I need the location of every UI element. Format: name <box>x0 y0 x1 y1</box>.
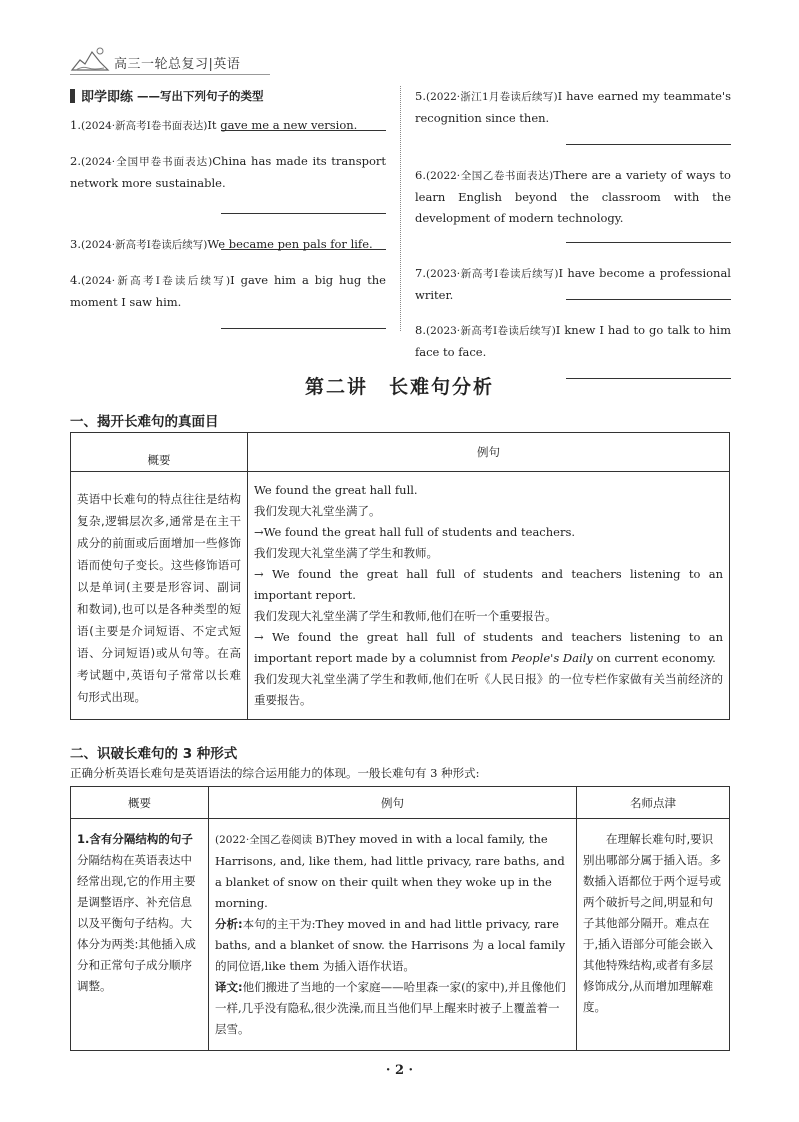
example-cn-4: 我们发现大礼堂坐满了学生和教师,他们在听《人民日报》的一位专栏作家做有关当前经济的重要报告。 <box>254 672 723 707</box>
item-number: 6. <box>415 168 426 182</box>
example-cn-1: 我们发现大礼堂坐满了。 <box>254 504 381 518</box>
item-text: There are a variety of ways to learn English beyond the classroom with the development of modern technology. <box>415 168 731 225</box>
item-text: We became pen pals for life. <box>207 237 373 251</box>
exercise-heading-label: 即学即练 <box>81 90 134 105</box>
answer-blank-7[interactable] <box>566 298 731 300</box>
column-divider <box>400 86 401 331</box>
translation-label: 译文: <box>215 980 243 994</box>
item-number: 8. <box>415 323 426 337</box>
header-rule <box>70 74 270 75</box>
summary-cell <box>71 472 248 720</box>
summary-title: 1.含有分隔结构的句子 <box>77 832 193 846</box>
item-source: (2022·浙江1月卷读后续写) <box>425 91 558 103</box>
answer-blank-2[interactable] <box>221 212 386 214</box>
exercise-item-7 <box>415 263 731 300</box>
item-source: (2023·新高考Ⅰ卷读后续写) <box>425 325 556 337</box>
table-header-row <box>71 787 730 819</box>
exercise-heading <box>70 86 386 105</box>
analysis-text: 本句的主干为:They moved in and had little privacy, rare baths, and a blanket of snow. the Harrisons 为 a local family 的同位语,like them 为插入语作状语。 <box>215 917 566 973</box>
exercise-item-1 <box>70 115 386 131</box>
example-cn-3: 我们发现大礼堂坐满了学生和教师,他们在听一个重要报告。 <box>254 609 557 623</box>
heading-bar-icon <box>70 89 75 103</box>
item-source: (2024·新高考Ⅰ卷读后续写) <box>80 275 231 287</box>
exercise-subheading: ——写出下列句子的类型 <box>137 88 264 103</box>
mountain-logo-icon <box>70 44 110 74</box>
section1-table <box>70 432 730 720</box>
example-en-4-italic: People's Daily <box>511 651 593 665</box>
item-text: I have earned my teammate's recognition since then. <box>415 89 731 125</box>
answer-blank-6[interactable] <box>566 241 731 243</box>
table-row <box>71 819 730 1051</box>
page-header <box>70 44 730 76</box>
col-example-header: 例句 <box>209 787 577 819</box>
exercise-item-3 <box>70 234 386 250</box>
col-example-header: 例句 <box>248 433 730 472</box>
example-cell <box>209 819 577 1051</box>
tip-text: 在理解长难句时,要识别出哪部分属于插入语。多数插入语都位于两个逗号或两个破折号之间,明显和句子其他部分隔开。难点在于,插入语部分可能会嵌入其他特殊结构,或者有多层修饰成分,从而增加理解难度。 <box>583 832 721 1014</box>
exercise-item-4 <box>70 270 386 329</box>
item-number: 2. <box>70 154 81 168</box>
page-number: · 2 · <box>385 1063 414 1078</box>
item-number: 1. <box>70 118 81 132</box>
item-text: It gave me a new version. <box>207 118 358 132</box>
item-number: 7. <box>415 266 426 280</box>
example-en-3: → We found the great hall full of students and teachers listening to an important report. <box>254 567 723 602</box>
header-title: 高三一轮总复习|英语 <box>114 57 241 72</box>
col-tip-header: 名师点津 <box>577 787 730 819</box>
translation-text: 他们搬进了当地的一个家庭——哈里森一家(的家中),并且像他们一样,几乎没有隐私,很少洗澡,而且当他们早上醒来时被子上覆盖着一层雪。 <box>215 980 566 1036</box>
example-cn-2: 我们发现大礼堂坐满了学生和教师。 <box>254 546 438 560</box>
item-text: China has made its transport network more sustainable. <box>70 154 386 190</box>
example-en-2: →We found the great hall full of students and teachers. <box>254 525 576 539</box>
exercise-item-6 <box>415 165 731 243</box>
table-header-row <box>71 433 730 472</box>
item-source: (2024·新高考Ⅰ卷书面表达) <box>80 120 208 132</box>
exercise-right-column <box>415 86 731 399</box>
example-text: They moved in with a local family, the Harrisons, and, like them, had little privacy, rare baths, and a blanket of snow on their quilt when they woke up in the morning. <box>215 832 565 910</box>
tip-cell <box>577 819 730 1051</box>
section1-heading: 一、揭开长难句的真面目 <box>70 414 219 430</box>
item-source: (2023·新高考Ⅰ卷读后续写) <box>425 268 559 280</box>
item-text: I have become a professional writer. <box>415 266 731 302</box>
col-summary-header: 概要 <box>71 787 209 819</box>
exercise-item-2 <box>70 151 386 214</box>
exercise-item-8 <box>415 320 731 379</box>
summary-cell <box>71 819 209 1051</box>
example-en-1: We found the great hall full. <box>254 483 418 497</box>
item-number: 4. <box>70 273 81 287</box>
section2-intro: 正确分析英语长难句是英语语法的综合运用能力的体现。一般长难句有 3 种形式: <box>70 766 480 780</box>
summary-text: 分隔结构在英语表达中经常出现,它的作用主要是调整语序、补充信息以及平衡句子结构。大体分为两类:其他插入成分和正常句子成分顺序调整。 <box>77 853 196 993</box>
example-en-4-b: on current economy. <box>592 651 716 665</box>
example-cell <box>248 472 730 720</box>
exercise-item-5 <box>415 86 731 145</box>
exercise-block <box>70 86 731 359</box>
section2-heading: 二、识破长难句的 3 种形式 <box>70 746 238 762</box>
item-source: (2024·新高考Ⅰ卷读后续写) <box>80 239 208 251</box>
exercise-left-column <box>70 86 386 349</box>
item-number: 5. <box>415 89 426 103</box>
lecture-title: 第二讲 长难句分析 <box>304 376 494 398</box>
example-en-4-a: → We found the great hall full of students and teachers listening to an important report made by a columnist from <box>254 630 723 665</box>
item-text: I knew I had to go talk to him face to face. <box>415 323 731 359</box>
col-summary-header: 概要 <box>71 433 248 472</box>
analysis-label: 分析: <box>215 917 243 931</box>
item-source: (2022·全国乙卷书面表达) <box>425 170 554 182</box>
example-source: (2022·全国乙卷阅读 B) <box>215 834 328 846</box>
table-row <box>71 472 730 720</box>
item-text: I gave him a big hug the moment I saw him. <box>70 273 386 309</box>
item-source: (2024·全国甲卷书面表达) <box>80 156 213 168</box>
summary-text: 英语中长难句的特点往往是结构复杂,逻辑层次多,通常是在主干成分的前面或后面增加一些修饰语而使句子变长。这些修饰语可以是单词(主要是形容词、副词和数词),也可以是各种类型的短语(主要是介词短语、不定式短语、分词短语)或从句等。在高考试题中,英语句子常常以长难句形式出现。 <box>77 492 241 704</box>
example-en-4 <box>254 627 723 669</box>
item-number: 3. <box>70 237 81 251</box>
section2-table <box>70 786 730 1051</box>
answer-blank-5[interactable] <box>566 143 731 145</box>
answer-blank-4[interactable] <box>221 327 386 329</box>
